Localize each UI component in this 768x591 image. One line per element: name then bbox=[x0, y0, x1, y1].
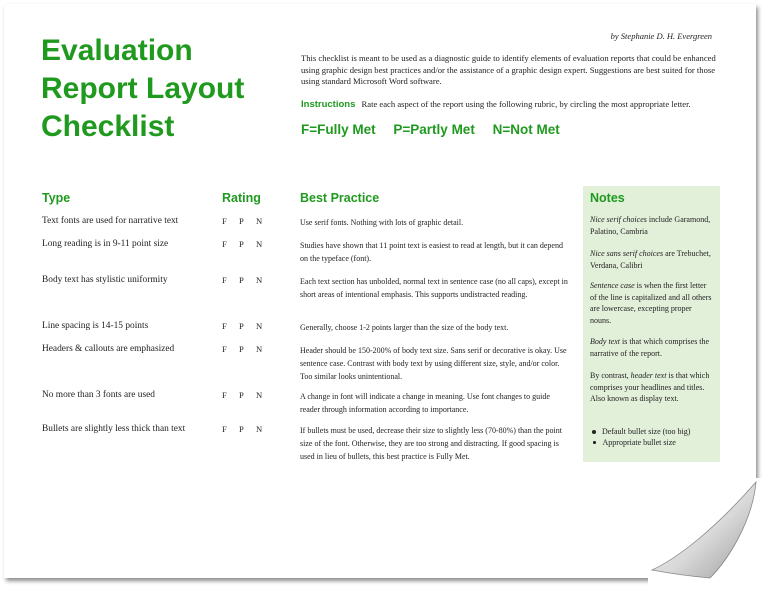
page-title: Evaluation Report Layout Checklist bbox=[41, 34, 245, 143]
row-type: No more than 3 fonts are used bbox=[42, 390, 155, 400]
row-rating bbox=[222, 390, 273, 400]
column-header-rating: Rating bbox=[222, 191, 261, 205]
row-practice: Generally, choose 1-2 points larger than the size of the body text. bbox=[300, 323, 509, 332]
rating-p[interactable]: P bbox=[239, 424, 244, 434]
bullet-size-examples bbox=[590, 426, 714, 448]
row-rating bbox=[222, 275, 273, 285]
row-type: Line spacing is 14-15 points bbox=[42, 321, 149, 331]
note-serif bbox=[590, 214, 714, 237]
rating-n[interactable]: N bbox=[256, 344, 263, 354]
note-sentence-term: Sentence case bbox=[590, 281, 635, 290]
row-type: Body text has stylistic uniformity bbox=[42, 275, 168, 285]
list-item bbox=[590, 437, 714, 448]
rating-n[interactable]: N bbox=[256, 424, 263, 434]
note-body-term: Body text bbox=[590, 337, 620, 346]
note-header-desc: is that which comprises your headlines and titles. Also known as display text. bbox=[590, 371, 710, 403]
row-rating bbox=[222, 216, 273, 226]
note-body-text bbox=[590, 336, 714, 359]
page-curl-icon bbox=[648, 478, 768, 591]
row-type: Text fonts are used for narrative text bbox=[42, 216, 179, 226]
note-serif-term: Nice serif choices bbox=[590, 215, 647, 224]
row-rating bbox=[222, 344, 273, 354]
note-sans-term: Nice sans serif choices bbox=[590, 249, 664, 258]
rubric-fully-met: F=Fully Met bbox=[301, 122, 376, 137]
instructions bbox=[301, 99, 721, 110]
rating-p[interactable]: P bbox=[239, 321, 244, 331]
intro-paragraph: This checklist is meant to be used as a diagnostic guide to identify elements of evaluation reports that could be enhanced using graphic design best practices and/or the assistance of a graphic design expert. Suggestions are best suited for those using standard Microsoft Word software. bbox=[301, 53, 716, 86]
rating-p[interactable]: P bbox=[239, 390, 244, 400]
rating-n[interactable]: N bbox=[256, 239, 263, 249]
row-practice: If bullets must be used, decrease their size to slightly less (70-80%) than the point size of the font. Otherwise, they are too strong and distracting. If good spacing is used in lieu of bullets, this best practice is Fully Met. bbox=[300, 426, 562, 461]
list-item bbox=[590, 426, 714, 437]
rating-f[interactable]: F bbox=[222, 344, 227, 354]
row-practice: Each text section has unbolded, normal text in sentence case (no all caps), except in short areas of intentional emphasis. This supports undistracted reading. bbox=[300, 277, 568, 299]
column-header-type: Type bbox=[42, 191, 71, 205]
row-rating bbox=[222, 321, 273, 331]
row-practice: Header should be 150-200% of body text size. Sans serif or decorative is okay. Use sentence case. Contrast with body text by using different size, style, and/or color. Too similar looks unintentional. bbox=[300, 346, 567, 381]
bullet-appropriate-label: Appropriate bullet size bbox=[602, 438, 676, 447]
row-type: Long reading is in 9-11 point size bbox=[42, 239, 169, 249]
note-sans-text: are Trebuchet, Verdana, Calibri bbox=[590, 249, 711, 270]
rating-n[interactable]: N bbox=[256, 216, 263, 226]
rating-p[interactable]: P bbox=[239, 239, 244, 249]
rubric-partly-met: P=Partly Met bbox=[393, 122, 475, 137]
instructions-label: Instructions bbox=[301, 99, 356, 110]
rating-f[interactable]: F bbox=[222, 275, 227, 285]
note-header-term: header text bbox=[630, 371, 667, 380]
rating-f[interactable]: F bbox=[222, 239, 227, 249]
row-type: Headers & callouts are emphasized bbox=[42, 344, 175, 354]
note-sans-serif bbox=[590, 248, 714, 271]
row-practice: A change in font will indicate a change in meaning. Use font changes to guide reader through information according to importance. bbox=[300, 392, 550, 414]
rating-p[interactable]: P bbox=[239, 275, 244, 285]
row-type: Bullets are slightly less thick than text bbox=[42, 424, 186, 434]
rating-n[interactable]: N bbox=[256, 321, 263, 331]
note-body-text-desc: is that which comprises the narrative of the report. bbox=[590, 337, 710, 358]
column-header-practice: Best Practice bbox=[300, 191, 380, 205]
bullet-small-icon bbox=[593, 441, 596, 444]
row-practice: Use serif fonts. Nothing with lots of graphic detail. bbox=[300, 218, 464, 227]
notes-panel bbox=[583, 186, 720, 462]
notes-title: Notes bbox=[590, 191, 625, 205]
note-sentence-text: is when the first letter of the line is capitalized and all others are lowercase, excepting proper nouns. bbox=[590, 281, 712, 325]
rating-rubric bbox=[301, 122, 574, 137]
note-sentence-case bbox=[590, 280, 714, 326]
row-practice: Studies have shown that 11 point text is easiest to read at length, but it can depend on the typeface (font). bbox=[300, 241, 563, 263]
bullet-default-label: Default bullet size (too big) bbox=[602, 427, 691, 436]
rating-f[interactable]: F bbox=[222, 390, 227, 400]
author-byline: by Stephanie D. H. Evergreen bbox=[610, 31, 712, 41]
note-header-text bbox=[590, 370, 714, 405]
rating-n[interactable]: N bbox=[256, 275, 263, 285]
bullet-large-icon bbox=[592, 430, 596, 434]
rating-p[interactable]: P bbox=[239, 344, 244, 354]
rubric-not-met: N=Not Met bbox=[492, 122, 560, 137]
rating-f[interactable]: F bbox=[222, 321, 227, 331]
note-serif-text: include Garamond, Palatino, Cambria bbox=[590, 215, 711, 236]
rating-n[interactable]: N bbox=[256, 390, 263, 400]
note-header-pre: By contrast, bbox=[590, 371, 631, 380]
row-rating bbox=[222, 424, 273, 434]
instructions-text: Rate each aspect of the report using the following rubric, by circling the most appropriate letter. bbox=[361, 99, 691, 109]
rating-p[interactable]: P bbox=[239, 216, 244, 226]
row-rating bbox=[222, 239, 273, 249]
rating-f[interactable]: F bbox=[222, 216, 227, 226]
rating-f[interactable]: F bbox=[222, 424, 227, 434]
